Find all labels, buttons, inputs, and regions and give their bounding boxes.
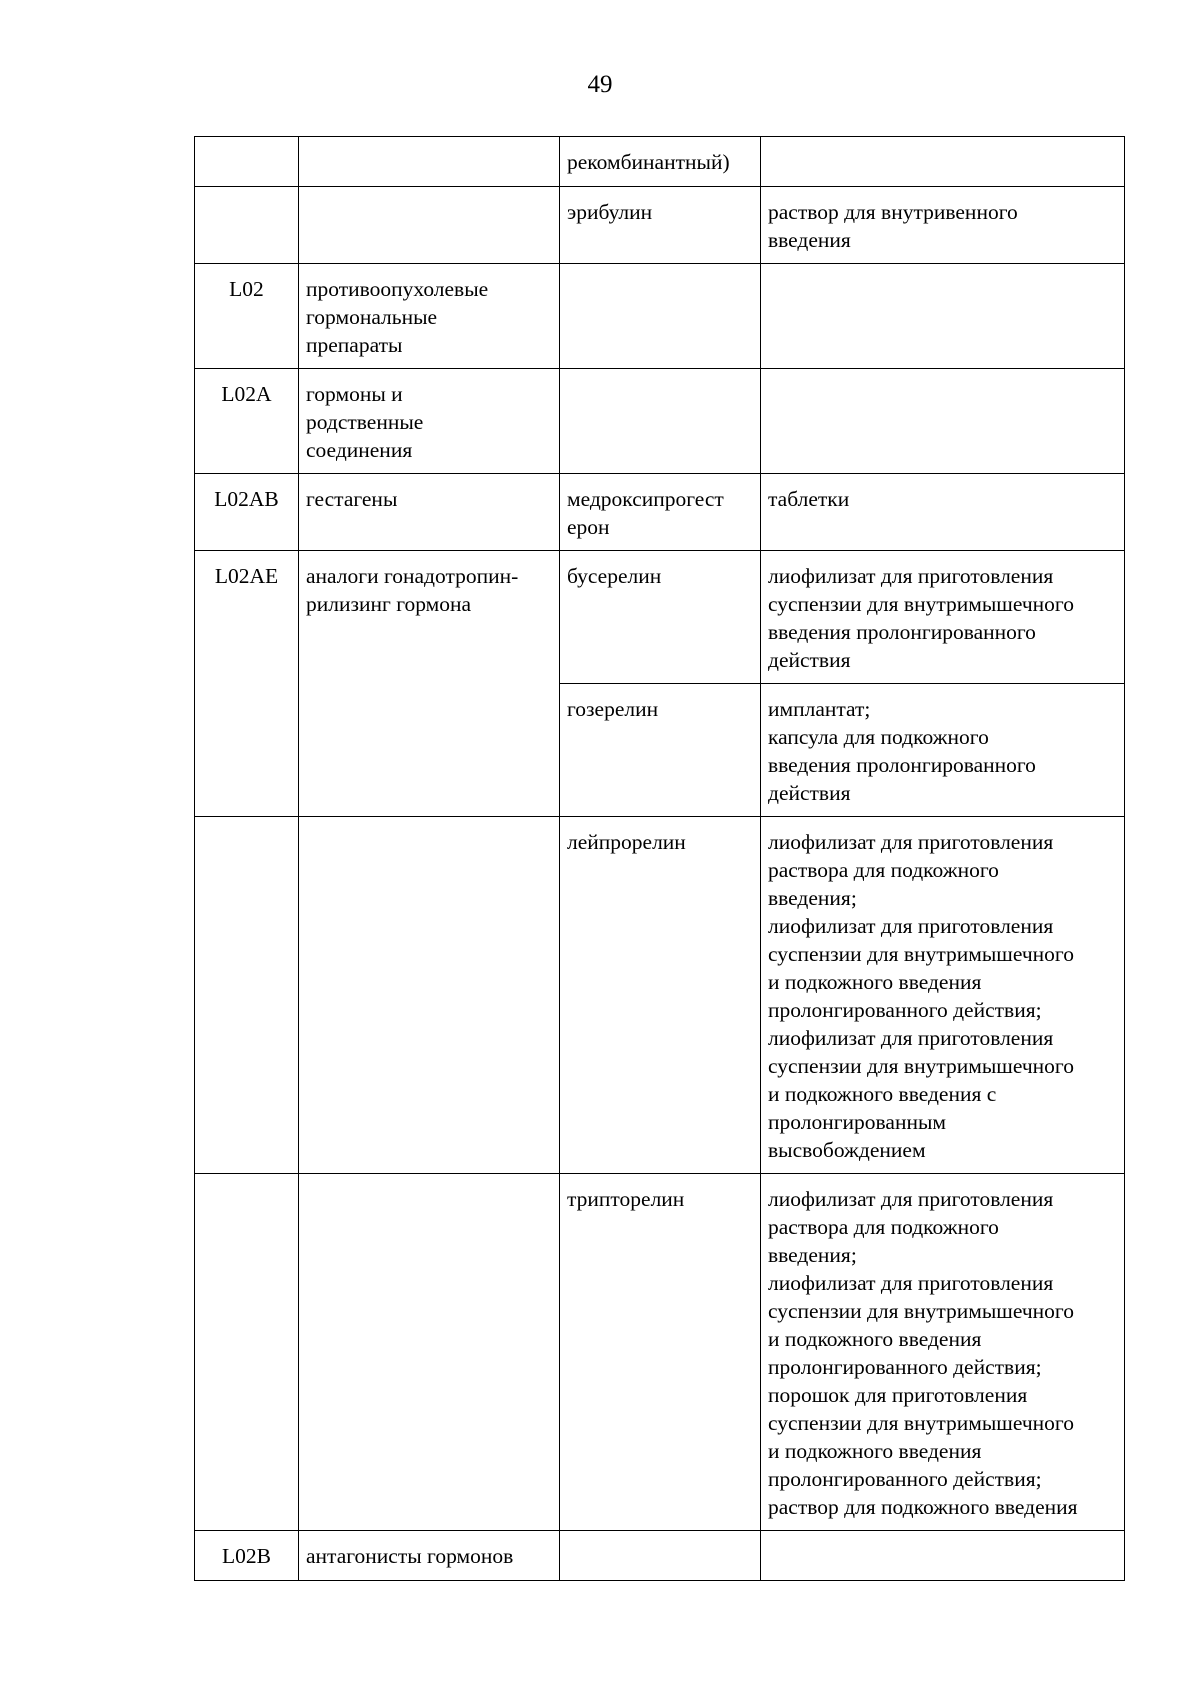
drug-name-cell: медроксипрогест ерон [560, 474, 761, 551]
drug-name-cell [560, 264, 761, 369]
group-cell: гестагены [299, 474, 560, 551]
page-number: 49 [587, 71, 613, 98]
group-cell: аналоги гонадотропин- рилизинг гормона [299, 551, 560, 817]
drug-name-cell: трипторелин [560, 1174, 761, 1531]
atc-code-cell: L02 [195, 264, 299, 369]
dosage-form-cell: лиофилизат для приготовления раствора для подкожного введения; лиофилизат для приготовления суспензии для внутримышечного и подкожного введения пролонгированного действия; порошок для приготовления суспензии для внутримышечного и подкожного введения пролонгированного действия; раствор для подкожного введения [761, 1174, 1125, 1531]
dosage-form-cell: лиофилизат для приготовления раствора для подкожного введения; лиофилизат для приготовления суспензии для внутримышечного и подкожного введения пролонгированного действия; лиофилизат для приготовления суспензии для внутримышечного и подкожного введения с пролонгированным высвобождением [761, 817, 1125, 1174]
atc-code-cell: L02AE [195, 551, 299, 817]
table-row [195, 137, 1125, 187]
atc-code-cell [195, 187, 299, 264]
dosage-form-cell [761, 369, 1125, 474]
atc-code-cell: L02B [195, 1531, 299, 1581]
dosage-form-cell: таблетки [761, 474, 1125, 551]
table-row [195, 369, 1125, 474]
group-cell [299, 1174, 560, 1531]
table-row [195, 1531, 1125, 1581]
group-cell: гормоны и родственные соединения [299, 369, 560, 474]
group-cell: противоопухолевые гормональные препараты [299, 264, 560, 369]
drug-name-cell: рекомбинантный) [560, 137, 761, 187]
atc-code-cell: L02AB [195, 474, 299, 551]
group-cell [299, 187, 560, 264]
group-cell: антагонисты гормонов [299, 1531, 560, 1581]
dosage-form-cell [761, 137, 1125, 187]
table-row [195, 187, 1125, 264]
dosage-form-cell: имплантат; капсула для подкожного введения пролонгированного действия [761, 684, 1125, 817]
atc-code-cell: L02A [195, 369, 299, 474]
table-row [195, 1174, 1125, 1531]
dosage-form-cell: раствор для внутривенного введения [761, 187, 1125, 264]
drug-name-cell [560, 369, 761, 474]
table-row [195, 264, 1125, 369]
atc-code-cell [195, 137, 299, 187]
dosage-form-cell [761, 264, 1125, 369]
group-cell [299, 137, 560, 187]
drug-name-cell: бусерелин [560, 551, 761, 684]
dosage-form-cell [761, 1531, 1125, 1581]
atc-code-cell [195, 817, 299, 1174]
atc-code-cell [195, 1174, 299, 1531]
dosage-form-cell: лиофилизат для приготовления суспензии для внутримышечного введения пролонгированного действия [761, 551, 1125, 684]
group-cell [299, 817, 560, 1174]
drug-name-cell [560, 1531, 761, 1581]
table-row [195, 551, 1125, 684]
table-row [195, 474, 1125, 551]
drug-name-cell: гозерелин [560, 684, 761, 817]
drug-name-cell: эрибулин [560, 187, 761, 264]
table-row [195, 817, 1125, 1174]
drug-classification-table [194, 136, 1125, 1581]
drug-name-cell: лейпрорелин [560, 817, 761, 1174]
